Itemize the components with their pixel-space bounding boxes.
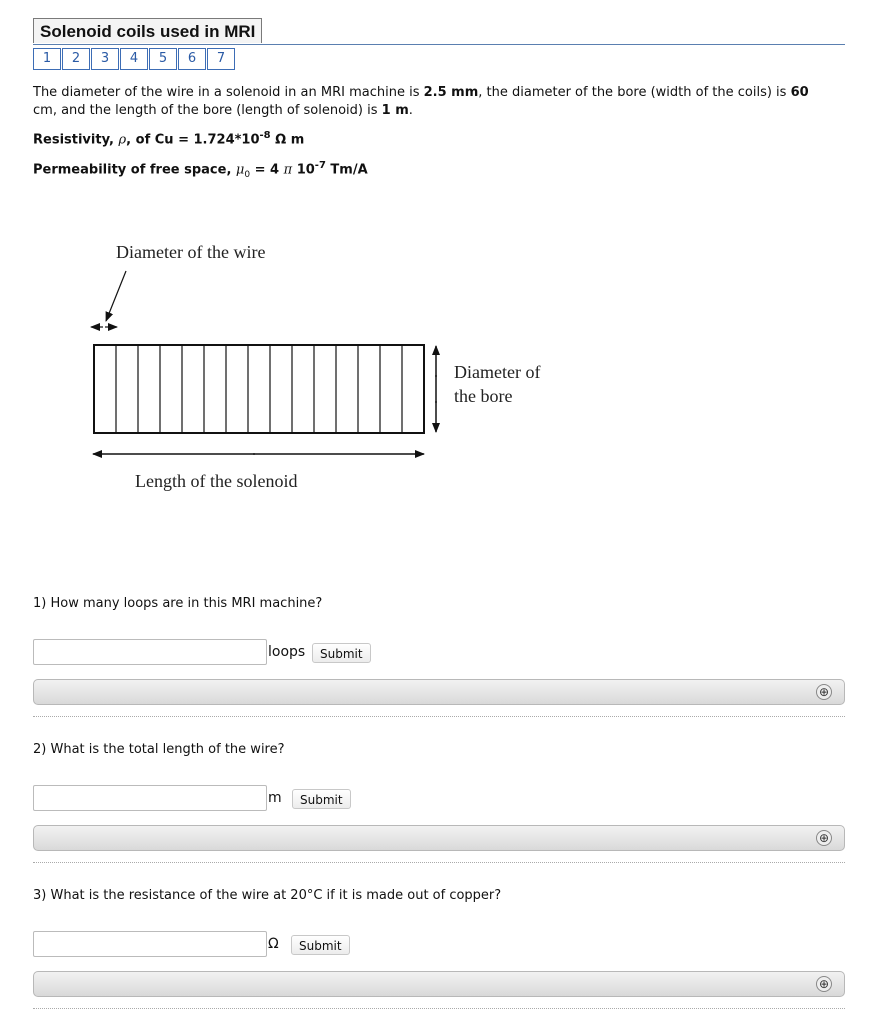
resistivity-label: Resistivity, bbox=[33, 132, 119, 148]
expand-plus-icon[interactable]: ⊕ bbox=[816, 684, 832, 700]
permeability-label: Permeability of free space, bbox=[33, 162, 236, 178]
solenoid-coils bbox=[94, 345, 424, 433]
resistivity-exponent: -8 bbox=[259, 130, 271, 141]
resistivity-value: , of Cu = 1.724*10 bbox=[126, 132, 260, 148]
intro-text: , the diameter of the bore (width of the coils) is bbox=[478, 85, 791, 100]
page-button-3[interactable]: 3 bbox=[91, 48, 119, 70]
length-value: 1 m bbox=[381, 103, 409, 118]
rho-symbol: ρ bbox=[118, 132, 127, 148]
question-3: 3) What is the resistance of the wire at 20°C if it is made out of copper? bbox=[33, 888, 502, 903]
answer-input-3[interactable] bbox=[33, 931, 267, 957]
intro-text: , and the length of the bore (length of solenoid) is bbox=[52, 103, 382, 118]
permeability-prefix: = 4 bbox=[250, 162, 284, 178]
submit-button-2[interactable]: Submit bbox=[292, 789, 351, 809]
bore-diameter-label-line1: Diameter of bbox=[454, 362, 541, 382]
unit-label-2: m bbox=[268, 790, 282, 806]
solenoid-body bbox=[94, 345, 424, 433]
submit-button-3[interactable]: Submit bbox=[291, 935, 350, 955]
expand-plus-icon[interactable]: ⊕ bbox=[816, 976, 832, 992]
bore-diameter-value: 60 bbox=[790, 85, 809, 100]
intro-text: cm bbox=[33, 103, 53, 118]
divider bbox=[33, 862, 845, 863]
hint-bar-1[interactable] bbox=[33, 679, 845, 705]
question-1: 1) How many loops are in this MRI machine? bbox=[33, 596, 323, 611]
bore-diameter-label-line2: the bore bbox=[454, 386, 513, 406]
resistivity-unit: Ω m bbox=[270, 132, 305, 148]
intro-text: . bbox=[408, 103, 413, 118]
unit-label-3: Ω bbox=[268, 936, 279, 952]
unit-label-1: loops bbox=[268, 644, 306, 660]
pi-symbol: π bbox=[283, 162, 293, 178]
expand-plus-icon[interactable]: ⊕ bbox=[816, 830, 832, 846]
resistivity-constant bbox=[33, 130, 304, 147]
permeability-base: 10 bbox=[292, 162, 315, 178]
answer-input-1[interactable] bbox=[33, 639, 267, 665]
wire-diameter-value: 2.5 mm bbox=[423, 85, 479, 100]
page-button-2[interactable]: 2 bbox=[62, 48, 90, 70]
divider bbox=[33, 716, 845, 717]
page-button-4[interactable]: 4 bbox=[120, 48, 148, 70]
hint-bar-3[interactable] bbox=[33, 971, 845, 997]
permeability-exponent: -7 bbox=[314, 160, 326, 171]
permeability-unit: Tm/A bbox=[325, 162, 368, 178]
permeability-constant bbox=[33, 160, 368, 180]
mu-subscript: 0 bbox=[244, 169, 251, 180]
wire-diameter-label: Diameter of the wire bbox=[116, 242, 266, 262]
question-2: 2) What is the total length of the wire? bbox=[33, 742, 285, 757]
intro-text: The diameter of the wire in a solenoid in an MRI machine is bbox=[33, 85, 424, 100]
page-button-7[interactable]: 7 bbox=[207, 48, 235, 70]
submit-button-1[interactable]: Submit bbox=[312, 643, 371, 663]
page-title: Solenoid coils used in MRI bbox=[33, 18, 262, 43]
hint-bar-2[interactable] bbox=[33, 825, 845, 851]
part-pager bbox=[33, 48, 236, 70]
answer-input-2[interactable] bbox=[33, 785, 267, 811]
divider bbox=[33, 1008, 845, 1009]
page-button-1[interactable]: 1 bbox=[33, 48, 61, 70]
problem-statement bbox=[33, 84, 843, 120]
page-button-6[interactable]: 6 bbox=[178, 48, 206, 70]
solenoid-length-label: Length of the solenoid bbox=[135, 471, 298, 491]
solenoid-diagram bbox=[85, 235, 565, 505]
wire-pointer-arrow bbox=[106, 271, 126, 321]
page-button-5[interactable]: 5 bbox=[149, 48, 177, 70]
mu-symbol: μ bbox=[235, 162, 245, 178]
title-bar bbox=[33, 18, 845, 45]
